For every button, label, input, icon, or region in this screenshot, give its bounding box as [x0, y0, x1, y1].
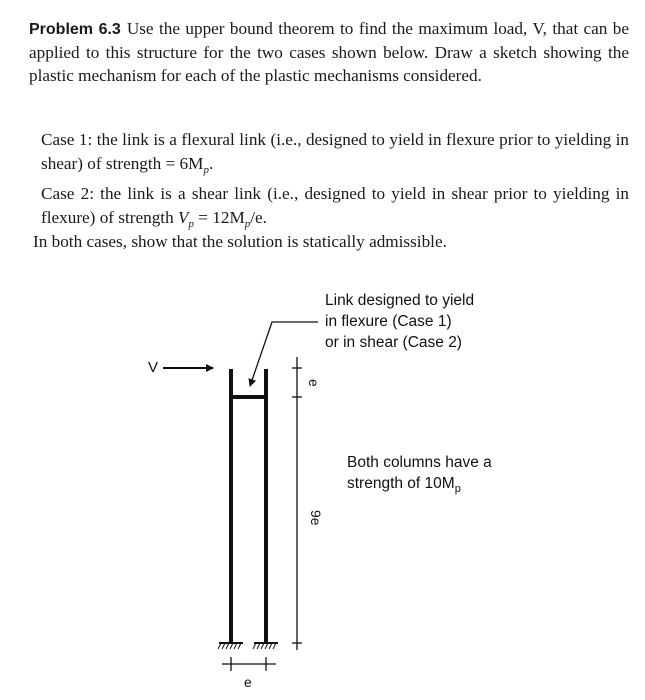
link-depth-dimension: [292, 357, 302, 410]
link-leader-arrow: [250, 322, 318, 386]
columns-note-subscript: p: [454, 483, 461, 495]
left-fixed-support: [218, 643, 243, 649]
link-depth-label: e: [306, 379, 322, 387]
link-note-line-1: Link designed to yield: [325, 292, 475, 309]
columns-note-line-2: [347, 475, 461, 495]
base-width-label: e: [244, 674, 252, 690]
case-2-text: Case 2: the link is a shear link (i.e., designed to yield in shear prior to yielding in flexure) of strength: [41, 184, 629, 227]
closing-statement: In both cases, show that the solution is statically admissible.: [33, 232, 447, 251]
column-height-label: 9e: [308, 510, 324, 526]
right-fixed-support: [253, 643, 278, 649]
link-note-line-2: in flexure (Case 1): [325, 313, 452, 330]
case-1-end: .: [208, 154, 214, 173]
columns-note-text: strength of 10M: [347, 475, 455, 492]
link-note-line-3: or in shear (Case 2): [325, 334, 462, 351]
problem-text: Use the upper bound theorem to find the maximum load, V, that can be applied to this structure for the two cases shown below. Draw a sketch showing the plastic mechanism for each of the plastic mechanisms considered.: [29, 19, 630, 85]
load-label: V: [148, 359, 159, 376]
case-2-v-symbol: V: [177, 208, 189, 227]
case-1-subscript: p: [203, 164, 209, 176]
column-height-dimension: [292, 410, 302, 650]
case-1-text: Case 1: the link is a flexural link (i.e., designed to yield in flexure prior to yielding in shear) of strength = 6M: [41, 130, 629, 173]
case-2-m-subscript: p: [244, 218, 251, 230]
case-2-mid: = 12M: [193, 208, 245, 227]
case-2-end: /e.: [250, 208, 267, 227]
problem-label: Problem 6.3: [29, 21, 121, 38]
base-width-dimension: [222, 657, 276, 671]
case-2-v-subscript: p: [188, 218, 194, 230]
columns-note-line-1: Both columns have a: [347, 454, 492, 471]
